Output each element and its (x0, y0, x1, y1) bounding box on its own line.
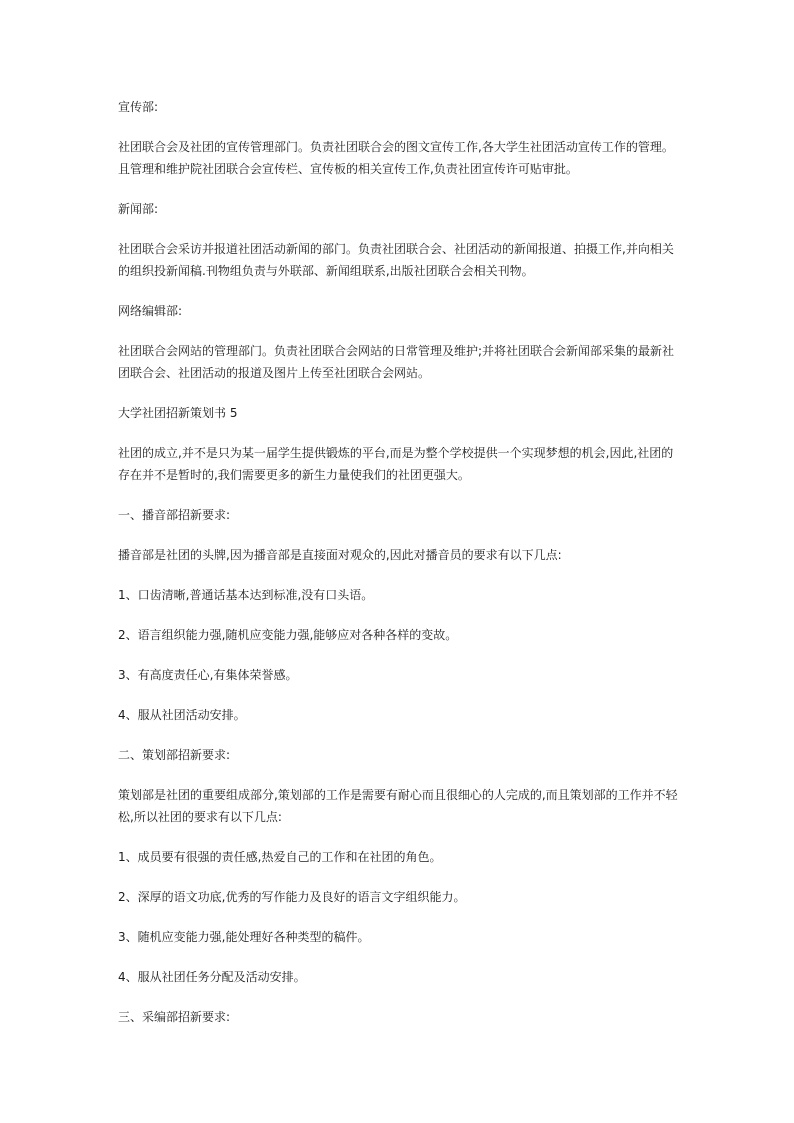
heading-plan-5: 大学社团招新策划书 5 (118, 406, 238, 420)
paragraph-publicity: 社团联合会及社团的宣传管理部门。负责社团联合会的图文宣传工作,各大学生社团活动宣传工作的管理。且管理和维护院社团联合会宣传栏、宣传板的相关宣传工作,负责社团宣传许可贴审批。 (118, 140, 674, 176)
paragraph-news: 社团联合会采访并报道社团活动新闻的部门。负责社团联合会、社团活动的新闻报道、拍摄工作,并向相关的组织投新闻稿.刊物组负责与外联部、新闻组联系,出版社团联合会相关刊物。 (118, 242, 674, 278)
list-item: 2、深厚的语文功底,优秀的写作能力及良好的语言文字组织能力。 (118, 890, 466, 904)
list-item: 4、服从社团任务分配及活动安排。 (118, 970, 306, 984)
list-item: 3、随机应变能力强,能处理好各种类型的稿件。 (118, 930, 370, 944)
paragraph-broadcast: 播音部是社团的头牌,因为播音部是直接面对观众的,因此对播音员的要求有以下几点: (118, 548, 562, 562)
heading-news: 新闻部: (118, 202, 159, 216)
list-item: 4、服从社团活动安排。 (118, 708, 246, 722)
list-item: 2、语言组织能力强,随机应变能力强,能够应对各种各样的变故。 (118, 628, 458, 642)
list-item: 1、成员要有很强的责任感,热爱自己的工作和在社团的角色。 (118, 850, 442, 864)
paragraph-planning: 策划部是社团的重要组成部分,策划部的工作是需要有耐心而且很细心的人完成的,而且策划部的工作并不轻松,所以社团的要求有以下几点: (118, 788, 678, 824)
paragraph-web-editing: 社团联合会网站的管理部门。负责社团联合会网站的日常管理及维护;并将社团联合会新闻部采集的最新社团联合会、社团活动的报道及图片上传至社团联合会网站。 (118, 344, 675, 380)
heading-planning: 二、策划部招新要求: (118, 748, 231, 762)
list-item: 3、有高度责任心,有集体荣誉感。 (118, 668, 298, 682)
heading-web-editing: 网络编辑部: (118, 304, 183, 318)
paragraph-intro: 社团的成立,并不是只为某一届学生提供锻炼的平台,而是为整个学校提供一个实现梦想的机会,因此,社团的存在并不是暂时的,我们需要更多的新生力量使我们的社团更强大。 (118, 446, 674, 482)
document-page (118, 96, 678, 1028)
heading-broadcast: 一、播音部招新要求: (118, 508, 231, 522)
heading-editing: 三、采编部招新要求: (118, 1010, 231, 1024)
heading-publicity: 宣传部: (118, 100, 159, 114)
list-item: 1、口齿清晰,普通话基本达到标准,没有口头语。 (118, 588, 374, 602)
